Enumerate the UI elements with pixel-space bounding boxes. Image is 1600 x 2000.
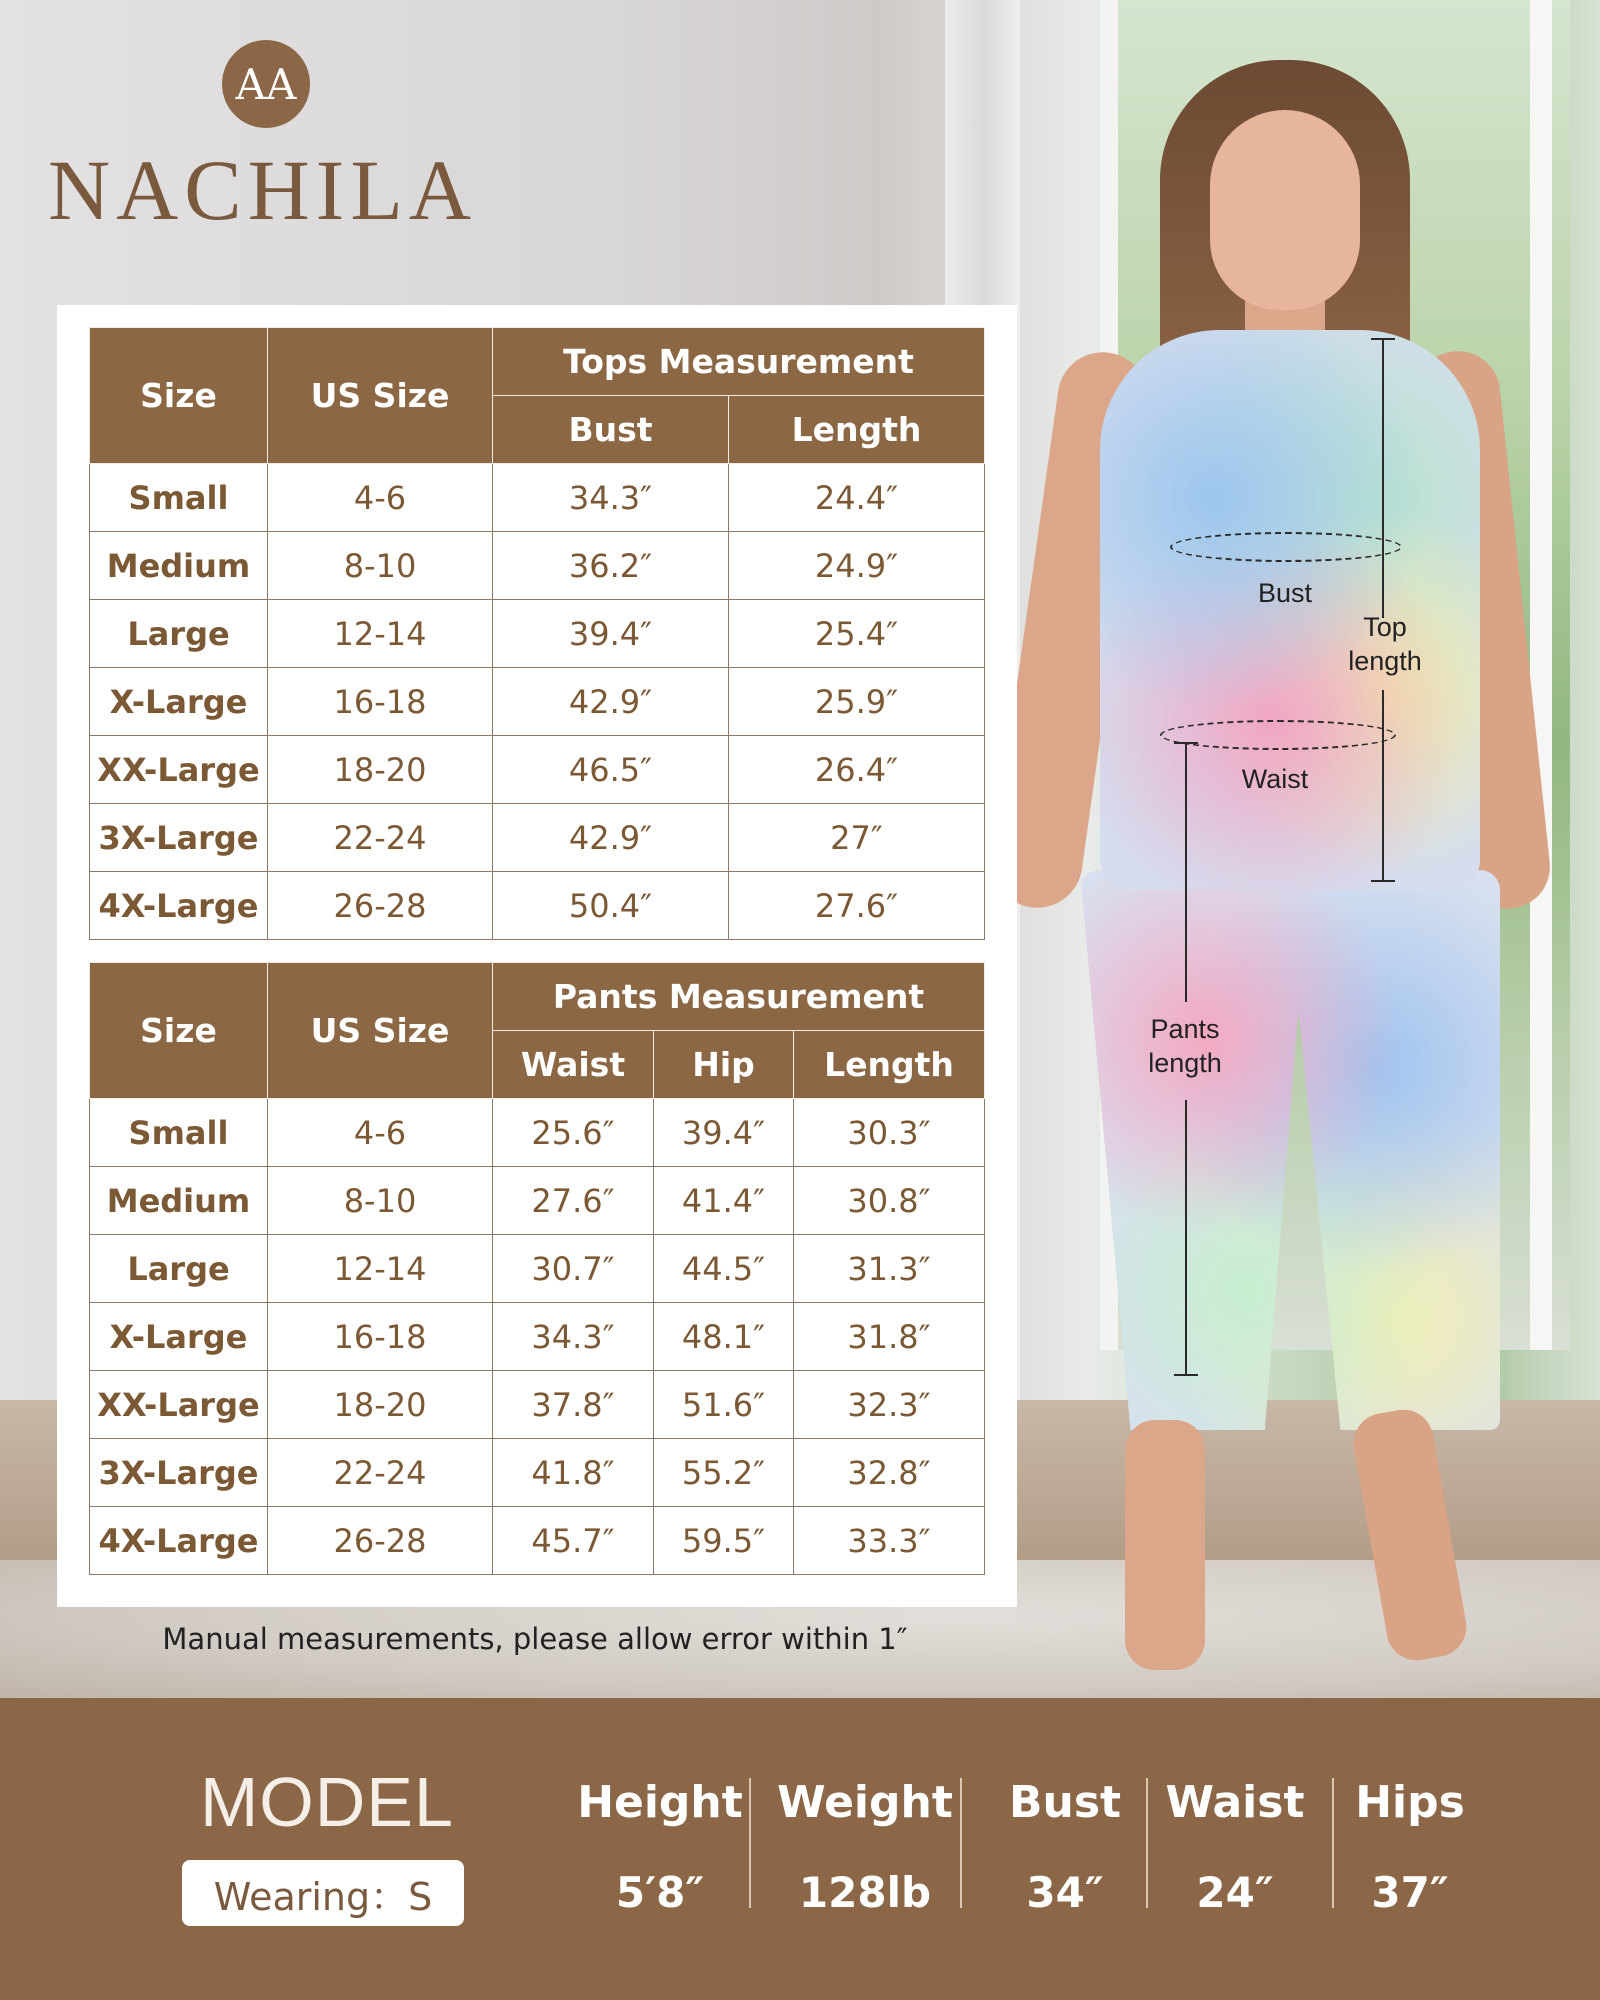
tops-size-table <box>89 327 985 940</box>
waist-cell: 30.7″ <box>493 1235 654 1303</box>
bust-cell: 46.5″ <box>493 736 729 804</box>
model-title: MODEL <box>200 1763 454 1841</box>
tops-size-header: Size <box>90 328 268 464</box>
tops-measurement-header: Tops Measurement <box>493 328 985 396</box>
pants-length-line <box>1185 742 1187 1002</box>
length-cell: 32.8″ <box>794 1439 985 1507</box>
hip-cell: 39.4″ <box>654 1099 794 1167</box>
size-cell: XX-Large <box>90 736 268 804</box>
size-cell: Medium <box>90 532 268 600</box>
stat-weight <box>770 1768 960 1917</box>
stat-waist <box>1150 1768 1320 1917</box>
brand-logo-icon: AA <box>222 40 310 128</box>
length-cell: 24.9″ <box>729 532 985 600</box>
waist-cell: 25.6″ <box>493 1099 654 1167</box>
size-chart-card <box>57 305 1017 1607</box>
model-leg-right <box>1349 1405 1471 1665</box>
bust-cell: 39.4″ <box>493 600 729 668</box>
stat-bust <box>980 1768 1150 1917</box>
length-cell: 30.8″ <box>794 1167 985 1235</box>
size-cell: 4X-Large <box>90 1507 268 1575</box>
bust-label: Bust <box>1257 578 1313 608</box>
us-size-cell: 12-14 <box>268 1235 493 1303</box>
length-cell: 27.6″ <box>729 872 985 940</box>
stat-label: Hips <box>1355 1777 1465 1828</box>
pants-length-header: Length <box>794 1031 985 1099</box>
bust-cell: 36.2″ <box>493 532 729 600</box>
stat-label: Height <box>577 1777 743 1828</box>
model-leg-left <box>1125 1420 1205 1670</box>
size-cell: Small <box>90 1099 268 1167</box>
waist-cell: 37.8″ <box>493 1371 654 1439</box>
top-length-line <box>1382 338 1384 618</box>
stat-value: 128lb <box>798 1868 932 1917</box>
size-cell: X-Large <box>90 1303 268 1371</box>
table-row <box>90 804 985 872</box>
size-cell: 3X-Large <box>90 804 268 872</box>
us-size-cell: 18-20 <box>268 1371 493 1439</box>
us-size-cell: 8-10 <box>268 532 493 600</box>
pants-size-header: Size <box>90 963 268 1099</box>
length-cell: 27″ <box>729 804 985 872</box>
us-size-cell: 22-24 <box>268 804 493 872</box>
us-size-cell: 16-18 <box>268 1303 493 1371</box>
table-row <box>90 1439 985 1507</box>
stat-label: Bust <box>1008 1777 1122 1828</box>
pants-measurement-header: Pants Measurement <box>493 963 985 1031</box>
waist-measure-ellipse <box>1160 720 1396 750</box>
length-cell: 24.4″ <box>729 464 985 532</box>
stat-height <box>570 1768 750 1917</box>
table-row <box>90 1507 985 1575</box>
length-cell: 25.4″ <box>729 600 985 668</box>
pants-waist-header: Waist <box>493 1031 654 1099</box>
top-length-label: Top length <box>1348 612 1422 676</box>
pants-length-label: Pants length <box>1148 1014 1222 1078</box>
hip-cell: 48.1″ <box>654 1303 794 1371</box>
size-cell: Small <box>90 464 268 532</box>
hip-cell: 55.2″ <box>654 1439 794 1507</box>
tops-us-size-header: US Size <box>268 328 493 464</box>
table-row <box>90 532 985 600</box>
size-cell: Medium <box>90 1167 268 1235</box>
stat-value: 5′8″ <box>615 1868 705 1917</box>
pants-hip-header: Hip <box>654 1031 794 1099</box>
us-size-cell: 16-18 <box>268 668 493 736</box>
us-size-cell: 22-24 <box>268 1439 493 1507</box>
stat-value: 24″ <box>1196 1868 1274 1917</box>
table-row <box>90 1099 985 1167</box>
waist-cell: 27.6″ <box>493 1167 654 1235</box>
us-size-cell: 26-28 <box>268 1507 493 1575</box>
size-cell: XX-Large <box>90 1371 268 1439</box>
length-cell: 26.4″ <box>729 736 985 804</box>
us-size-cell: 18-20 <box>268 736 493 804</box>
us-size-cell: 4-6 <box>268 464 493 532</box>
table-row <box>90 1371 985 1439</box>
table-row <box>90 736 985 804</box>
measurement-note: Manual measurements, please allow error within 1″ <box>162 1622 908 1656</box>
size-cell: 3X-Large <box>90 1439 268 1507</box>
tie-dye-pants <box>1080 870 1500 1430</box>
pants-size-table <box>89 962 985 1575</box>
bust-cell: 34.3″ <box>493 464 729 532</box>
length-cell: 31.8″ <box>794 1303 985 1371</box>
us-size-cell: 8-10 <box>268 1167 493 1235</box>
top-length-line-lower <box>1382 690 1384 880</box>
top-length-cap-bottom <box>1371 880 1395 882</box>
waist-cell: 45.7″ <box>493 1507 654 1575</box>
table-row <box>90 872 985 940</box>
pants-us-size-header: US Size <box>268 963 493 1099</box>
stat-hips <box>1320 1768 1500 1917</box>
waist-label: Waist <box>1241 764 1309 794</box>
stat-value: 34″ <box>1026 1868 1104 1917</box>
stat-divider <box>1146 1778 1148 1908</box>
table-row <box>90 1167 985 1235</box>
stat-label: Weight <box>777 1777 953 1828</box>
waist-cell: 41.8″ <box>493 1439 654 1507</box>
model-figure <box>1040 50 1600 1698</box>
bust-cell: 42.9″ <box>493 668 729 736</box>
stat-divider <box>960 1778 962 1908</box>
bust-cell: 42.9″ <box>493 804 729 872</box>
stat-label: Waist <box>1165 1777 1305 1828</box>
hip-cell: 44.5″ <box>654 1235 794 1303</box>
size-cell: Large <box>90 600 268 668</box>
table-row <box>90 600 985 668</box>
pants-length-line-lower <box>1185 1100 1187 1375</box>
us-size-cell: 26-28 <box>268 872 493 940</box>
stat-divider <box>749 1778 751 1908</box>
brand-name: NACHILA <box>48 142 477 238</box>
hip-cell: 51.6″ <box>654 1371 794 1439</box>
size-cell: X-Large <box>90 668 268 736</box>
table-row <box>90 1235 985 1303</box>
length-cell: 30.3″ <box>794 1099 985 1167</box>
bust-measure-ellipse <box>1170 532 1402 562</box>
stat-value: 37″ <box>1371 1868 1449 1917</box>
tops-length-header: Length <box>729 396 985 464</box>
pants-length-cap-bottom <box>1174 1374 1198 1376</box>
tops-bust-header: Bust <box>493 396 729 464</box>
table-row <box>90 668 985 736</box>
wearing-size-badge: Wearing：S <box>182 1860 464 1926</box>
hip-cell: 59.5″ <box>654 1507 794 1575</box>
length-cell: 25.9″ <box>729 668 985 736</box>
length-cell: 32.3″ <box>794 1371 985 1439</box>
us-size-cell: 4-6 <box>268 1099 493 1167</box>
size-cell: Large <box>90 1235 268 1303</box>
size-cell: 4X-Large <box>90 872 268 940</box>
model-face <box>1210 110 1360 310</box>
waist-cell: 34.3″ <box>493 1303 654 1371</box>
length-cell: 31.3″ <box>794 1235 985 1303</box>
us-size-cell: 12-14 <box>268 600 493 668</box>
table-row <box>90 464 985 532</box>
length-cell: 33.3″ <box>794 1507 985 1575</box>
table-row <box>90 1303 985 1371</box>
bust-cell: 50.4″ <box>493 872 729 940</box>
hip-cell: 41.4″ <box>654 1167 794 1235</box>
